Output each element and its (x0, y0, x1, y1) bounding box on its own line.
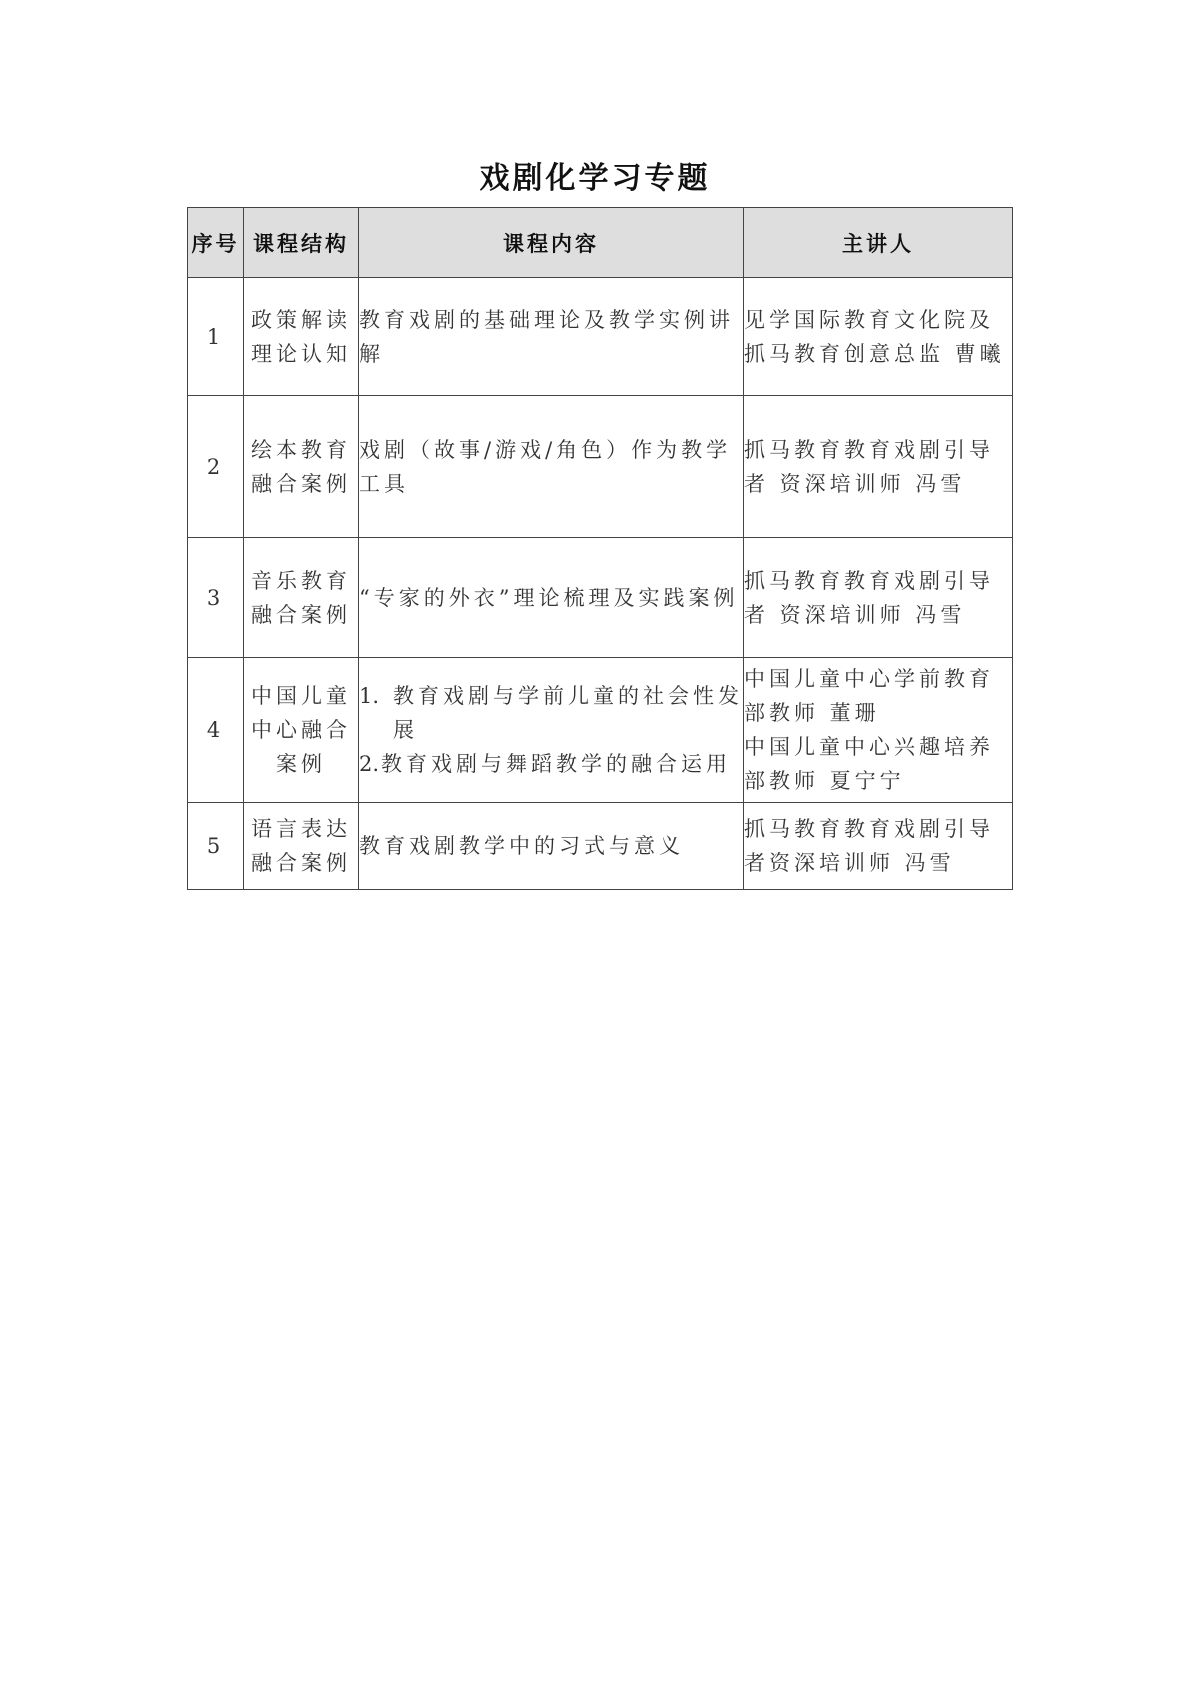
page-title: 戏剧化学习专题 (479, 161, 711, 196)
table-row (188, 278, 1013, 396)
row-content: 教育戏剧教学中的习式与意义 (359, 803, 744, 890)
table-row (188, 803, 1013, 890)
row-content (359, 658, 744, 803)
list-marker: 2. (359, 752, 380, 776)
row-content: 教育戏剧的基础理论及教学实例讲解 (359, 278, 744, 396)
course-table (187, 207, 1013, 890)
row-speaker (744, 803, 1013, 890)
speaker-line: 见学国际教育文化院及抓马教育创意总监 曹曦 (744, 307, 1005, 366)
row-speaker (744, 278, 1013, 396)
speaker-line: 抓马教育教育戏剧引导者资深培训师 冯雪 (744, 817, 994, 875)
row-structure: 绘本教育融合案例 (244, 396, 359, 538)
list-marker: 1. (359, 684, 380, 708)
speaker-line: 抓马教育教育戏剧引导者 资深培训师 冯雪 (744, 437, 994, 496)
row-structure: 语言表达融合案例 (244, 803, 359, 890)
list-item-text: 教育戏剧与舞蹈教学的融合运用 (381, 752, 731, 776)
row-speaker (744, 658, 1013, 803)
row-index: 3 (188, 538, 244, 658)
table-row (188, 396, 1013, 538)
speaker-line: 中国儿童中心学前教育部教师 董珊 (744, 667, 994, 725)
row-speaker (744, 538, 1013, 658)
header-content: 课程内容 (359, 208, 744, 278)
table-row (188, 658, 1013, 803)
speaker-line: 中国儿童中心兴趣培养部教师 夏宁宁 (744, 735, 994, 793)
row-index: 5 (188, 803, 244, 890)
row-speaker (744, 396, 1013, 538)
row-structure: 音乐教育融合案例 (244, 538, 359, 658)
row-content: 戏剧（故事/游戏/角色）作为教学工具 (359, 396, 744, 538)
header-index: 序号 (188, 208, 244, 278)
row-structure: 中国儿童中心融合案例 (244, 658, 359, 803)
row-structure: 政策解读理论认知 (244, 278, 359, 396)
table-header-row (188, 208, 1013, 278)
header-structure: 课程结构 (244, 208, 359, 278)
header-speaker: 主讲人 (744, 208, 1013, 278)
row-index: 2 (188, 396, 244, 538)
row-index: 4 (188, 658, 244, 803)
row-index: 1 (188, 278, 244, 396)
content-list-item (359, 679, 743, 747)
speaker-line: 抓马教育教育戏剧引导者 资深培训师 冯雪 (744, 568, 994, 627)
list-item-text: 教育戏剧与学前儿童的社会性发展 (393, 684, 743, 742)
row-content: “专家的外衣”理论梳理及实践案例 (359, 538, 744, 658)
table-row (188, 538, 1013, 658)
content-list-item (359, 747, 743, 781)
